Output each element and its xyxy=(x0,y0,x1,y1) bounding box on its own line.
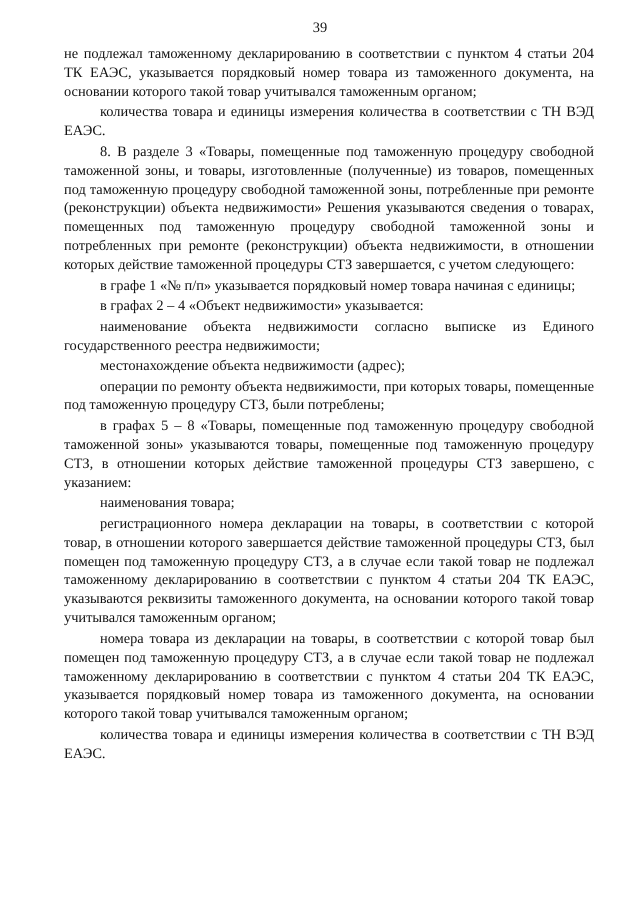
paragraph-continuation: не подлежал таможенному декларированию в соответствии с пунктом 4 статьи 204 ТК ЕАЭС, указывается порядковый номер товара из таможенного документа, на основании которого такой товар учитывался таможенным органом; xyxy=(64,46,594,100)
paragraph-quantity-units-2: количества товара и единицы измерения количества в соответствии с ТН ВЭД ЕАЭС. xyxy=(64,726,594,762)
document-body xyxy=(64,45,594,764)
paragraph-column-1: в графе 1 «№ п/п» указывается порядковый номер товара начиная с единицы; xyxy=(100,277,576,294)
paragraph-goods-number: номера товара из декларации на товары, в соответствии с которой товар был помещен под таможенную процедуру СТЗ, а в случае если такой товар не подлежал таможенному декларированию в соответствии с пунктом 4 статьи 204 ТК ЕАЭС, указывается порядковый номер товара из таможенного документа, на основании которого такой товар учитывался таможенным органом; xyxy=(64,630,594,723)
paragraph-declaration-number: регистрационного номера декларации на товары, в соответствии с которой товар, в отношении которого завершается действие таможенной процедуры СТЗ, был помещен под таможенную процедуру СТЗ, а в случае если такой товар не подлежал таможенному декларированию в соответствии с пунктом 4 статьи 204 ТК ЕАЭС, указываются реквизиты таможенного документа, на основании которого такой товар учитывался таможенным органом; xyxy=(64,515,594,627)
paragraph-section-8: 8. В разделе 3 «Товары, помещенные под таможенную процедуру свободной таможенной зоны, и товары, изготовленные (полученные) из товаров, помещенных под таможенную процедуру свободной таможенной зоны, потребленные при ремонте (реконструкции) объекта недвижимости» Решения указываются сведения о товарах, помещенных под таможенную процедуру свободной таможенной зоны и потребленных при ремонте (реконструкции) объекта недвижимости, в отношении которых действие таможенной процедуры СТЗ завершается, с учетом следующего: xyxy=(64,143,594,274)
paragraph-columns-5-8: в графах 5 – 8 «Товары, помещенные под таможенную процедуру свободной таможенной зоны» указываются товары, помещенные под таможенную процедуру СТЗ, в отношении которых действие таможенной процедуры СТЗ завершено, с указанием: xyxy=(64,417,594,491)
paragraph-goods-name: наименования товара; xyxy=(100,495,235,512)
paragraph-property-address: местонахождение объекта недвижимости (адрес); xyxy=(100,358,405,375)
page-number: 39 xyxy=(312,20,328,36)
paragraph-property-name: наименование объекта недвижимости согласно выписке из Единого государственного реестра недвижимости; xyxy=(64,318,594,354)
paragraph-columns-2-4: в графах 2 – 4 «Объект недвижимости» указывается: xyxy=(100,298,424,315)
paragraph-quantity-units-1: количества товара и единицы измерения количества в соответствии с ТН ВЭД ЕАЭС. xyxy=(64,104,594,140)
paragraph-repair-operations: операции по ремонту объекта недвижимости, при которых товары, помещенные под таможенную процедуру СТЗ, были потреблены; xyxy=(64,378,594,414)
